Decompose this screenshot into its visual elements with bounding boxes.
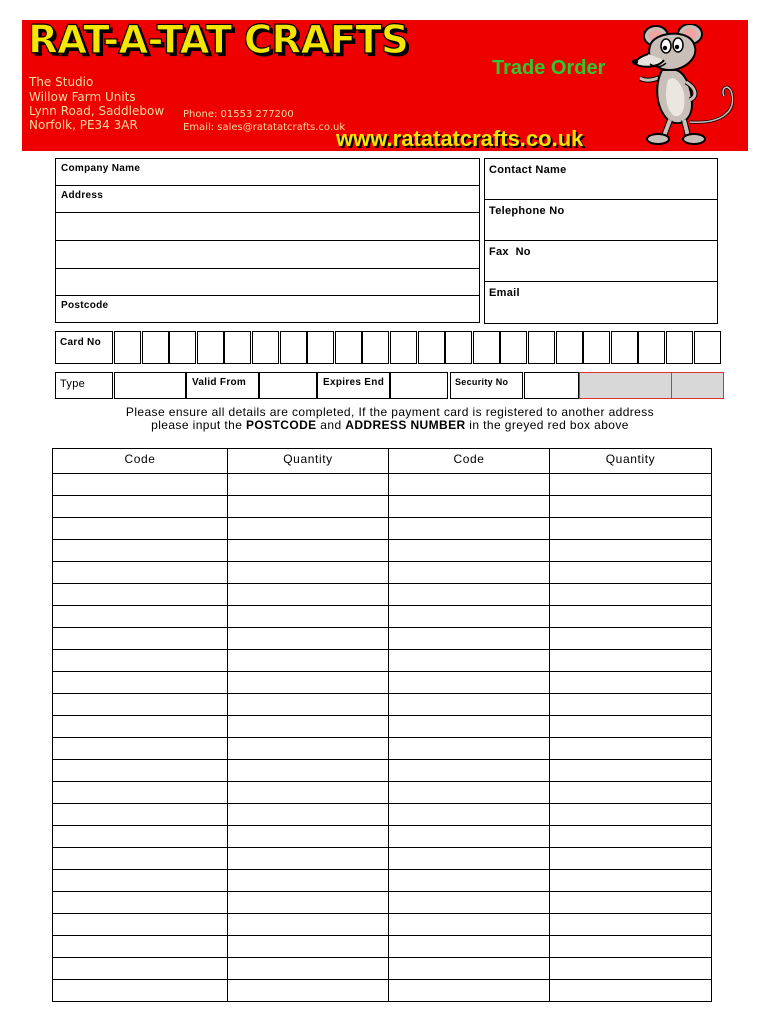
code-cell-left[interactable] <box>53 474 228 496</box>
valid-from-label-cell <box>186 372 259 399</box>
quantity-cell-left[interactable] <box>228 628 389 650</box>
code-cell-right[interactable] <box>389 848 550 870</box>
code-cell-left[interactable] <box>53 672 228 694</box>
card-digit-cell[interactable] <box>638 331 665 364</box>
table-row <box>53 958 712 980</box>
code-cell-right[interactable] <box>389 628 550 650</box>
code-cell-left[interactable] <box>53 540 228 562</box>
contact-name-field[interactable] <box>484 158 718 200</box>
code-cell-left[interactable] <box>53 518 228 540</box>
quantity-cell-left[interactable] <box>228 848 389 870</box>
notice-line-2-pre: please input the <box>151 418 247 432</box>
quantity-cell-left[interactable] <box>228 650 389 672</box>
quantity-cell-right[interactable] <box>550 584 712 606</box>
card-digit-cell[interactable] <box>224 331 251 364</box>
table-row <box>53 716 712 738</box>
quantity-cell-right[interactable] <box>550 496 712 518</box>
table-row <box>53 694 712 716</box>
card-digit-cell[interactable] <box>280 331 307 364</box>
code-cell-left[interactable] <box>53 496 228 518</box>
table-row <box>53 848 712 870</box>
document-title: Trade Order <box>492 57 606 79</box>
table-row <box>53 804 712 826</box>
table-row <box>53 650 712 672</box>
address-line-4: Norfolk, PE34 3AR <box>29 118 138 132</box>
card-digit-cell[interactable] <box>500 331 527 364</box>
quantity-cell-left[interactable] <box>228 826 389 848</box>
notice-line-2 <box>50 419 730 432</box>
card-digit-cell[interactable] <box>583 331 610 364</box>
table-row <box>53 738 712 760</box>
quantity-cell-left[interactable] <box>228 518 389 540</box>
card-digit-cell[interactable] <box>611 331 638 364</box>
code-cell-left[interactable] <box>53 870 228 892</box>
security-no-label: Security No <box>455 377 509 387</box>
card-digit-cell[interactable] <box>528 331 555 364</box>
card-digit-cell[interactable] <box>169 331 196 364</box>
code-cell-left[interactable] <box>53 958 228 980</box>
quantity-cell-left[interactable] <box>228 738 389 760</box>
quantity-cell-left[interactable] <box>228 584 389 606</box>
quantity-cell-right[interactable] <box>550 914 712 936</box>
table-row <box>53 606 712 628</box>
code-cell-left[interactable] <box>53 936 228 958</box>
header-code-left: Code <box>53 449 228 474</box>
card-digit-cell[interactable] <box>114 331 141 364</box>
code-cell-right[interactable] <box>389 518 550 540</box>
card-digit-cell[interactable] <box>362 331 389 364</box>
alt-address-postcode-box[interactable] <box>579 372 672 399</box>
quantity-cell-left[interactable] <box>228 870 389 892</box>
quantity-cell-left[interactable] <box>228 892 389 914</box>
code-cell-right[interactable] <box>389 606 550 628</box>
quantity-cell-right[interactable] <box>550 760 712 782</box>
quantity-cell-right[interactable] <box>550 474 712 496</box>
quantity-cell-right[interactable] <box>550 672 712 694</box>
code-cell-right[interactable] <box>389 562 550 584</box>
table-row <box>53 826 712 848</box>
code-cell-left[interactable] <box>53 892 228 914</box>
card-digit-cell[interactable] <box>418 331 445 364</box>
table-row <box>53 496 712 518</box>
card-no-label-cell <box>55 331 113 364</box>
header-quantity-left: Quantity <box>228 449 389 474</box>
notice-line-2-post: in the greyed red box above <box>465 418 629 432</box>
code-cell-left[interactable] <box>53 584 228 606</box>
code-cell-left[interactable] <box>53 562 228 584</box>
card-digit-cell[interactable] <box>473 331 500 364</box>
alt-address-number-box[interactable] <box>671 372 724 399</box>
order-items-table <box>52 448 712 1002</box>
card-no-label: Card No <box>60 337 101 348</box>
code-cell-right[interactable] <box>389 826 550 848</box>
quantity-cell-right[interactable] <box>550 738 712 760</box>
notice-postcode-bold: POSTCODE <box>246 418 317 432</box>
cartoon-rat-mascot-icon <box>628 24 738 148</box>
address-line-1: The Studio <box>29 75 94 89</box>
postcode-label: Postcode <box>61 300 109 311</box>
security-no-label-cell <box>450 372 523 399</box>
card-digit-cell[interactable] <box>197 331 224 364</box>
telephone-label: Telephone No <box>489 205 565 217</box>
code-cell-left[interactable] <box>53 782 228 804</box>
code-cell-right[interactable] <box>389 870 550 892</box>
card-digit-cell[interactable] <box>142 331 169 364</box>
expires-end-label: Expires End <box>323 377 385 388</box>
quantity-cell-left[interactable] <box>228 474 389 496</box>
quantity-cell-left[interactable] <box>228 606 389 628</box>
security-no-input[interactable] <box>524 372 579 399</box>
quantity-cell-left[interactable] <box>228 782 389 804</box>
code-cell-left[interactable] <box>53 694 228 716</box>
quantity-cell-right[interactable] <box>550 980 712 1002</box>
code-cell-right[interactable] <box>389 672 550 694</box>
code-cell-left[interactable] <box>53 716 228 738</box>
notice-address-number-bold: ADDRESS NUMBER <box>345 418 466 432</box>
company-name-label: Company Name <box>61 163 141 174</box>
code-cell-left[interactable] <box>53 606 228 628</box>
card-digit-cell[interactable] <box>445 331 472 364</box>
address-label: Address <box>61 190 104 201</box>
code-cell-right[interactable] <box>389 804 550 826</box>
quantity-cell-left[interactable] <box>228 760 389 782</box>
address-field-line-4[interactable] <box>55 268 480 296</box>
quantity-cell-left[interactable] <box>228 716 389 738</box>
card-digit-cell[interactable] <box>390 331 417 364</box>
quantity-cell-left[interactable] <box>228 562 389 584</box>
code-cell-right[interactable] <box>389 474 550 496</box>
card-digit-cell[interactable] <box>694 331 721 364</box>
quantity-cell-right[interactable] <box>550 826 712 848</box>
card-digit-cell[interactable] <box>556 331 583 364</box>
address-line-3: Lynn Road, Saddlebow <box>29 104 165 118</box>
quantity-cell-right[interactable] <box>550 804 712 826</box>
code-cell-right[interactable] <box>389 496 550 518</box>
table-row <box>53 540 712 562</box>
code-cell-right[interactable] <box>389 716 550 738</box>
quantity-cell-right[interactable] <box>550 848 712 870</box>
code-cell-left[interactable] <box>53 738 228 760</box>
quantity-cell-left[interactable] <box>228 980 389 1002</box>
valid-from-label: Valid From <box>192 377 247 388</box>
quantity-cell-right[interactable] <box>550 606 712 628</box>
quantity-cell-left[interactable] <box>228 804 389 826</box>
address-field-line-1[interactable] <box>55 185 480 213</box>
payment-notice <box>50 406 730 432</box>
table-row <box>53 760 712 782</box>
contact-name-label: Contact Name <box>489 164 567 176</box>
table-row <box>53 518 712 540</box>
code-cell-left[interactable] <box>53 628 228 650</box>
email-label: Email <box>489 287 520 299</box>
code-cell-right[interactable] <box>389 650 550 672</box>
email-field[interactable] <box>484 281 718 324</box>
quantity-cell-left[interactable] <box>228 958 389 980</box>
code-cell-right[interactable] <box>389 738 550 760</box>
header-quantity-right: Quantity <box>550 449 712 474</box>
header-code-right: Code <box>389 449 550 474</box>
notice-line-1: Please ensure all details are completed, If the payment card is registered to another address <box>125 405 655 419</box>
card-type-input[interactable] <box>114 372 186 399</box>
quantity-cell-right[interactable] <box>550 628 712 650</box>
code-cell-right[interactable] <box>389 892 550 914</box>
quantity-cell-right[interactable] <box>550 540 712 562</box>
address-field-line-3[interactable] <box>55 240 480 269</box>
code-cell-right[interactable] <box>389 782 550 804</box>
notice-line-2-mid: and <box>316 418 346 432</box>
card-digit-cell[interactable] <box>335 331 362 364</box>
website-link[interactable]: www.ratatatcrafts.co.uk <box>336 126 584 151</box>
code-cell-left[interactable] <box>53 760 228 782</box>
table-header-row <box>53 449 712 474</box>
fax-field[interactable] <box>484 240 718 282</box>
quantity-cell-right[interactable] <box>550 936 712 958</box>
expires-end-input[interactable] <box>390 372 448 399</box>
quantity-cell-right[interactable] <box>550 958 712 980</box>
code-cell-right[interactable] <box>389 540 550 562</box>
card-digit-cell[interactable] <box>252 331 279 364</box>
code-cell-left[interactable] <box>53 650 228 672</box>
telephone-field[interactable] <box>484 199 718 241</box>
quantity-cell-right[interactable] <box>550 892 712 914</box>
code-cell-left[interactable] <box>53 804 228 826</box>
quantity-cell-left[interactable] <box>228 672 389 694</box>
table-row <box>53 672 712 694</box>
phone-text: Phone: 01553 277200 <box>183 109 294 120</box>
code-cell-right[interactable] <box>389 584 550 606</box>
code-cell-right[interactable] <box>389 980 550 1002</box>
quantity-cell-left[interactable] <box>228 914 389 936</box>
table-row <box>53 980 712 1002</box>
brand-logo-text: RAT-A-TAT CRAFTS <box>28 18 408 63</box>
order-items-body <box>53 474 712 1002</box>
quantity-cell-left[interactable] <box>228 496 389 518</box>
table-row <box>53 584 712 606</box>
postcode-field[interactable] <box>55 295 480 323</box>
table-row <box>53 870 712 892</box>
code-cell-left[interactable] <box>53 826 228 848</box>
quantity-cell-left[interactable] <box>228 540 389 562</box>
quantity-cell-right[interactable] <box>550 694 712 716</box>
table-row <box>53 936 712 958</box>
address-field-line-2[interactable] <box>55 212 480 241</box>
table-row <box>53 562 712 584</box>
code-cell-right[interactable] <box>389 914 550 936</box>
quantity-cell-right[interactable] <box>550 782 712 804</box>
table-row <box>53 892 712 914</box>
table-row <box>53 474 712 496</box>
quantity-cell-right[interactable] <box>550 716 712 738</box>
table-row <box>53 628 712 650</box>
type-label-cell <box>55 372 113 399</box>
code-cell-left[interactable] <box>53 914 228 936</box>
table-row <box>53 914 712 936</box>
address-line-2: Willow Farm Units <box>29 90 136 104</box>
code-cell-right[interactable] <box>389 694 550 716</box>
table-row <box>53 782 712 804</box>
quantity-cell-right[interactable] <box>550 518 712 540</box>
code-cell-right[interactable] <box>389 760 550 782</box>
quantity-cell-right[interactable] <box>550 650 712 672</box>
code-cell-left[interactable] <box>53 848 228 870</box>
code-cell-left[interactable] <box>53 980 228 1002</box>
quantity-cell-right[interactable] <box>550 562 712 584</box>
quantity-cell-right[interactable] <box>550 870 712 892</box>
email-text: Email: sales@ratatatcrafts.co.uk <box>183 122 346 133</box>
card-digit-cell[interactable] <box>307 331 334 364</box>
code-cell-right[interactable] <box>389 958 550 980</box>
quantity-cell-left[interactable] <box>228 936 389 958</box>
expires-end-label-cell <box>317 372 390 399</box>
company-name-field[interactable] <box>55 158 480 186</box>
code-cell-right[interactable] <box>389 936 550 958</box>
valid-from-input[interactable] <box>259 372 317 399</box>
fax-label: Fax No <box>489 246 531 258</box>
quantity-cell-left[interactable] <box>228 694 389 716</box>
card-digit-cell[interactable] <box>666 331 693 364</box>
type-label: Type <box>60 378 86 390</box>
